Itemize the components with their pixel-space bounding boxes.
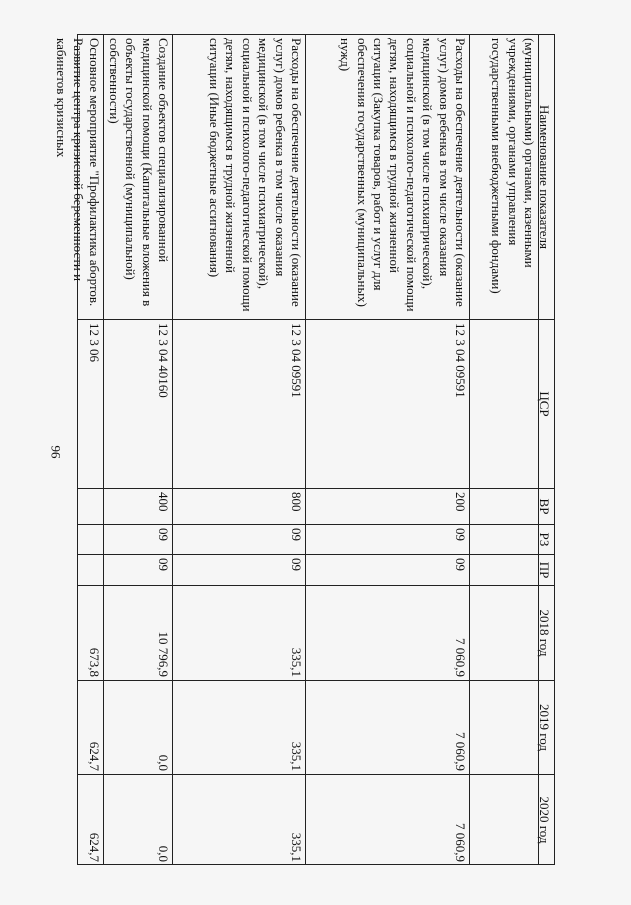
row-2020 [470,774,539,865]
header-pr: ПР [539,554,555,585]
header-csr: ЦСР [539,319,555,488]
row-2019: 7 060,9 [306,680,470,774]
row-pr [77,554,104,585]
page-number: 96 [48,445,63,459]
row-rz: 09 [173,524,306,554]
row-2020: 624,7 [77,774,104,865]
header-2020: 2020 год [539,774,555,865]
row-vr [77,488,104,524]
row-rz: 09 [104,524,173,554]
row-csr [470,319,539,488]
row-csr: 12 3 04 09591 [306,319,470,488]
row-2019: 0,0 [104,680,173,774]
row-name: Создание объектов специализированной медицинской помощи (Капитальные вложения в объекты государственной (муниципальной) собственности) [104,34,173,319]
row-vr [470,488,539,524]
row-2018: 7 060,9 [306,585,470,680]
header-2019: 2019 год [539,680,555,774]
row-csr: 12 3 04 09591 [173,319,306,488]
header-name: Наименование показателя [539,34,555,319]
row-csr: 12 3 04 40160 [104,319,173,488]
row-vr: 200 [306,488,470,524]
row-2018 [470,585,539,680]
row-pr [470,554,539,585]
row-name: (муниципальными) органами, казенными учреждениями, органами управления государственными внебюджетными фондами) [470,34,539,319]
row-pr: 09 [104,554,173,585]
row-2018: 673,8 [77,585,104,680]
row-rz [470,524,539,554]
header-vr: ВР [539,488,555,524]
row-pr: 09 [306,554,470,585]
row-pr: 09 [173,554,306,585]
row-rz: 09 [306,524,470,554]
row-2020: 0,0 [104,774,173,865]
header-rz: РЗ [539,524,555,554]
row-vr: 800 [173,488,306,524]
header-2018: 2018 год [539,585,555,680]
row-2019: 335,1 [173,680,306,774]
row-2018: 10 796,9 [104,585,173,680]
row-2020: 335,1 [173,774,306,865]
row-2018: 335,1 [173,585,306,680]
row-2020: 7 060,9 [306,774,470,865]
row-name: Расходы на обеспечение деятельности (оказание услуг) домов ребенка в том числе оказания медицинской (в том числе психиатрической), социальной и психолого-педагогической помощи детям, находящимся в трудной жизненной ситуации (Иные бюджетные ассигнования) [173,34,306,319]
row-name: Основное мероприятие "Профилактика абортов. Развитие центра кризисной беременности и кабинетов кризисных [77,34,104,319]
row-rz [77,524,104,554]
row-csr: 12 3 06 [77,319,104,488]
row-2019 [470,680,539,774]
row-name: Расходы на обеспечение деятельности (оказание услуг) домов ребенка в том числе оказания медицинской (в том числе психиатрической), социальной и психолого-педагогической помощи детям, находящимся в трудной жизненной ситуации (Закупка товаров, работ и услуг для обеспечения государственных (муниципальных) нужд) [306,34,470,319]
row-2019: 624,7 [77,680,104,774]
budget-table [54,34,555,865]
row-vr: 400 [104,488,173,524]
